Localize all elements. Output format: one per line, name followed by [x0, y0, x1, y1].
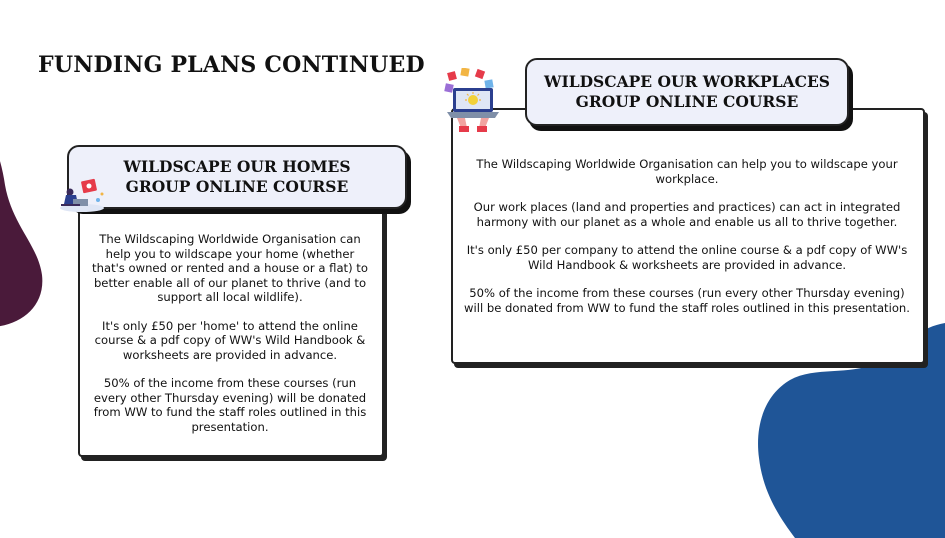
workplaces-paragraph-2: Our work places (land and properties and practices) can act in integrated harmony with our planet as a whole and enable us all to thrive together. [473, 200, 901, 229]
workplaces-paragraph-1: The Wildscaping Worldwide Organisation can help you to wildscape your workplace. [476, 157, 898, 186]
laptop-ideas-icon [443, 68, 503, 134]
homes-course-title-text: WILDSCAPE OUR HOMES GROUP ONLINE COURSE [123, 157, 351, 196]
workplaces-course-title [525, 58, 849, 126]
decorative-blob-left [0, 95, 55, 330]
homes-paragraph-3: 50% of the income from these courses (run every other Thursday evening) will be donated from WW to fund the staff roles outlined in this presentation. [93, 376, 367, 434]
workplaces-paragraph-4: 50% of the income from these courses (run every other Thursday evening) will be donated from WW to fund the staff roles outlined in this presentation. [464, 286, 910, 315]
person-laptop-icon [58, 178, 106, 214]
workplaces-course-title-text: WILDSCAPE OUR WORKPLACES GROUP ONLINE COURSE [544, 72, 830, 111]
workplaces-course-description [462, 157, 912, 329]
workplaces-paragraph-3: It's only £50 per company to attend the online course & a pdf copy of WW's Wild Handbook & worksheets are provided in advance. [466, 243, 908, 272]
homes-paragraph-1: The Wildscaping Worldwide Organisation can help you to wildscape your home (whether that's owned or rented and a house or a flat) to better enable all of our planet to thrive (and to support all local wildlife). [92, 232, 368, 304]
homes-course-title [67, 145, 407, 209]
homes-paragraph-2: It's only £50 per 'home' to attend the online course & a pdf copy of WW's Wild Handbook & worksheets are provided in advance. [94, 318, 366, 362]
homes-course-description [92, 232, 368, 448]
page-title: FUNDING PLANS CONTINUED [38, 52, 425, 78]
